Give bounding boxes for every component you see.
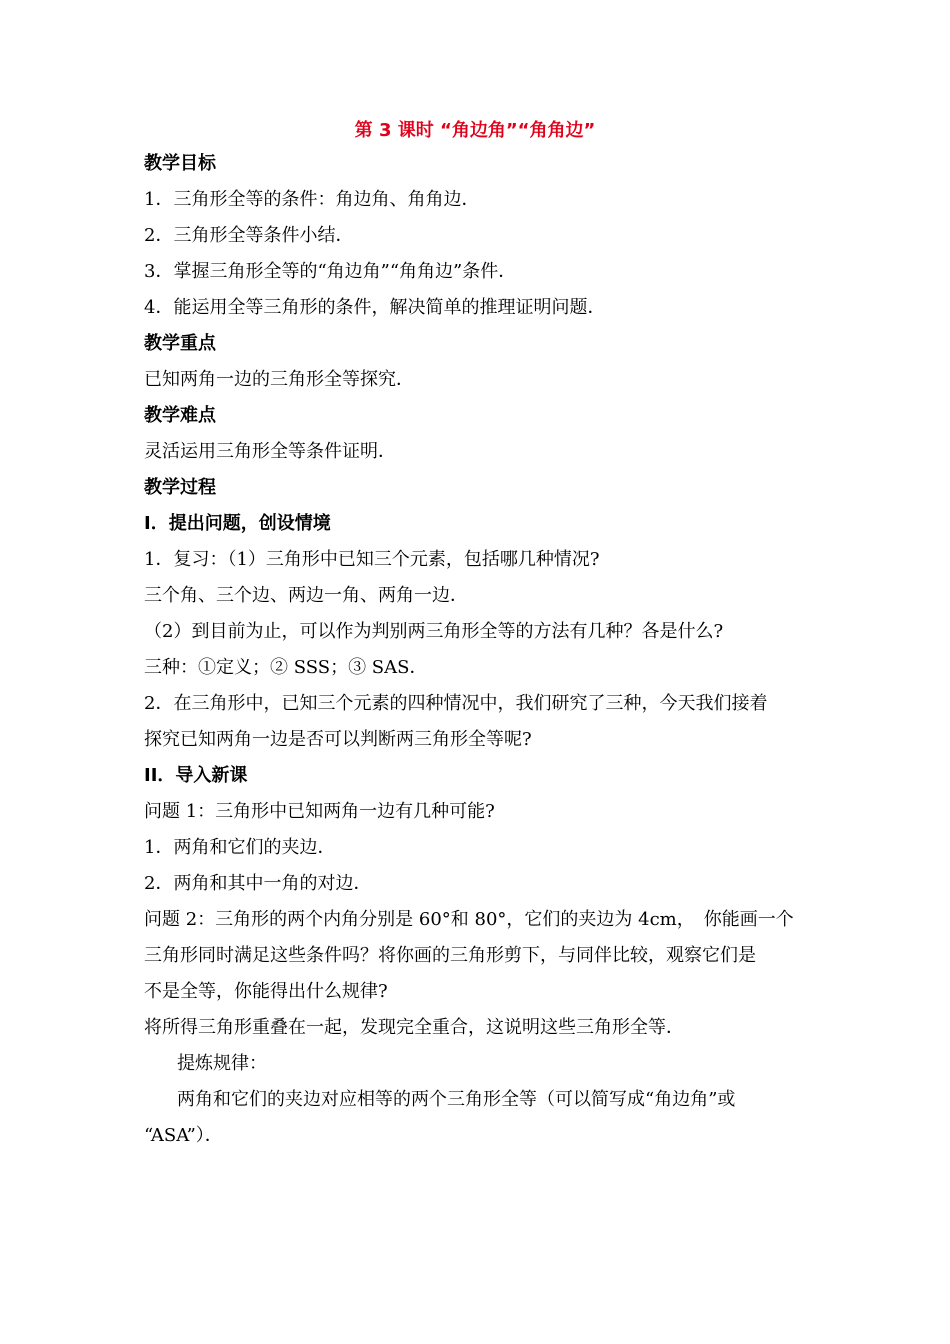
part1-line: 探究已知两角一边是否可以判断两三角形全等呢? [144,729,532,750]
part1-line: 1．复习：（1）三角形中已知三个元素，包括哪几种情况? [144,549,600,570]
part1-line: （2）到目前为止，可以作为判别两三角形全等的方法有几种？各是什么? [144,621,724,642]
part2-line: 1．两角和它们的夹边． [144,837,336,858]
part1-line: 2．在三角形中，已知三个元素的四种情况中，我们研究了三种，今天我们接着 [144,693,768,714]
rule-label: 提炼规律： [177,1053,267,1074]
part1-line: 三种：①定义；② SSS；③ SAS． [144,657,428,678]
document-title: 第 3 课时 “角边角”“角角边” [354,120,596,141]
rule-line: “ASA”）． [144,1125,223,1146]
section-heading-objectives: 教学目标 [144,153,216,174]
objective-item: 4．能运用全等三角形的条件，解决简单的推理证明问题． [144,297,606,318]
part2-line: 问题 2：三角形的两个内角分别是 60°和 80°，它们的夹边为 4cm， 你能画一个 [144,909,794,930]
key-point-text: 已知两角一边的三角形全等探究． [144,369,414,390]
part1-heading: I．提出问题，创设情境 [144,513,331,534]
part2-line: 问题 1：三角形中已知两角一边有几种可能? [144,801,495,822]
section-heading-key-point: 教学重点 [144,333,216,354]
part2-heading: II．导入新课 [144,765,248,786]
objective-item: 3．掌握三角形全等的“角边角”“角角边”条件． [144,261,517,282]
part2-line: 三角形同时满足这些条件吗？将你画的三角形剪下，与同伴比较，观察它们是 [144,945,756,966]
part2-line: 将所得三角形重叠在一起，发现完全重合，这说明这些三角形全等． [144,1017,684,1038]
objective-item: 1．三角形全等的条件：角边角、角角边． [144,189,480,210]
section-heading-process: 教学过程 [144,477,216,498]
part1-line: 三个角、三个边、两边一角、两角一边． [144,585,468,606]
rule-line: 两角和它们的夹边对应相等的两个三角形全等（可以简写成“角边角”或 [177,1089,736,1110]
objective-item: 2．三角形全等条件小结． [144,225,354,246]
difficulty-text: 灵活运用三角形全等条件证明． [144,441,396,462]
section-heading-difficulty: 教学难点 [144,405,216,426]
part2-line: 2．两角和其中一角的对边． [144,873,372,894]
part2-line: 不是全等，你能得出什么规律? [144,981,388,1002]
